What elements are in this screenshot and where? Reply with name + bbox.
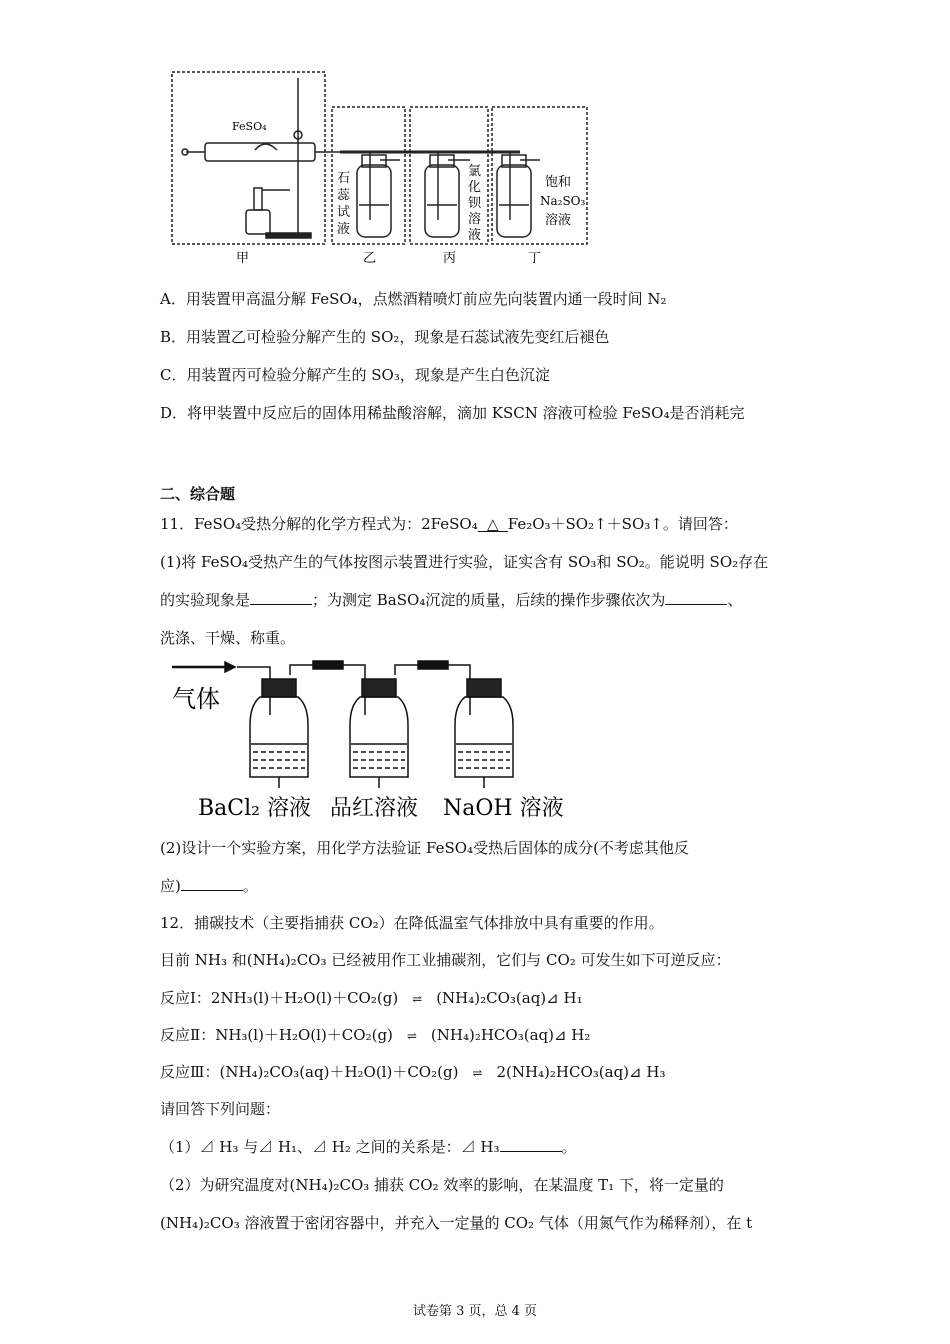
q12-prompt: 请回答下列问题：: [160, 1100, 281, 1118]
bottle-b-char-4: 液: [337, 222, 351, 237]
reaction-2-left: 反应Ⅱ：NH₃(l)＋H₂O(l)＋CO₂(g): [160, 1026, 393, 1044]
q11-part1-text-b: ；为测定 BaSO₄沉淀的质量，后续的操作步骤依次为: [312, 591, 666, 609]
answer-blank-2[interactable]: [665, 590, 727, 605]
caption-ding: 丁: [528, 251, 542, 266]
q11-part1-line1: (1)将 FeSO₄受热产生的气体按图示装置进行实验，证实含有 SO₃和 SO₂。能说明 SO₂存在: [160, 553, 769, 571]
q12-part1-text-b: 。: [561, 1138, 577, 1156]
gas-label: 气体: [172, 685, 220, 713]
option-c: C．用装置丙可检验分解产生的 SO₃，现象是产生白色沉淀: [160, 366, 550, 384]
q11-part1-line3: 洗涤、干燥、称重。: [160, 629, 296, 647]
bottle-b-char-3: 试: [337, 205, 351, 220]
option-a: A．用装置甲高温分解 FeSO₄，点燃酒精喷灯前应先向装置内通一段时间 N₂: [160, 290, 667, 308]
caption-yi: 乙: [363, 251, 377, 266]
q11-part1-text-c: 、: [727, 591, 743, 609]
section-heading: 二、综合题: [160, 485, 236, 503]
reaction-1-left: 反应Ⅰ：2NH₃(l)＋H₂O(l)＋CO₂(g): [160, 989, 399, 1007]
bottle-c-char-2: 化: [468, 180, 482, 195]
bottle-label-naoh: NaOH 溶液: [443, 796, 564, 821]
reversible-arrow-icon: ⇌: [412, 992, 423, 1006]
reaction-3-right: 2(NH₄)₂HCO₃(aq)⊿ H₃: [496, 1063, 666, 1081]
q12-stem: 12．捕碳技术（主要指捕获 CO₂）在降低温室气体排放中具有重要的作用。: [160, 914, 664, 932]
bottle-c-char-5: 液: [468, 228, 482, 243]
bottle-b-char-2: 蕊: [337, 188, 351, 203]
label-feso4: FeSO₄: [232, 120, 267, 133]
reaction-2-right: (NH₄)₂HCO₃(aq)⊿ H₂: [430, 1026, 591, 1044]
apparatus-figure-2: [0, 655, 950, 825]
bottle-label-pinhong: 品红溶液: [330, 796, 419, 821]
bottle-b-char-1: 石: [337, 171, 351, 186]
option-b: B．用装置乙可检验分解产生的 SO₂，现象是石蕊试液先变红后褪色: [160, 328, 610, 346]
bottle-c-char-3: 钡: [468, 196, 482, 211]
page-footer: 试卷第 3 页，总 4 页: [412, 1304, 538, 1319]
bottle-d-line-1: 饱和: [545, 175, 572, 190]
reaction-2: [160, 1025, 590, 1046]
bottle-label-bacl2: BaCl₂ 溶液: [198, 796, 311, 821]
bottle-c-char-4: 溶: [468, 212, 482, 227]
caption-bing: 丙: [443, 251, 457, 266]
reversible-arrow-icon: ⇌: [406, 1029, 417, 1043]
answer-blank-3[interactable]: [181, 876, 243, 891]
answer-blank-1[interactable]: [250, 590, 312, 605]
q12-part1: [160, 1137, 577, 1157]
q11-part1-text-a: 的实验现象是: [160, 591, 251, 609]
q11-stem: [160, 514, 738, 534]
q11-stem-start: 11．FeSO₄受热分解的化学方程式为：2FeSO₄: [160, 515, 478, 533]
q11-part1-line2: [160, 590, 742, 610]
reaction-3: [160, 1062, 665, 1083]
bottle-d-line-3: 溶液: [545, 213, 572, 228]
q11-part2-line1: (2)设计一个实验方案，用化学方法验证 FeSO₄受热后固体的成分(不考虑其他反: [160, 839, 689, 857]
heat-triangle-icon: △: [478, 517, 508, 532]
q11-part2-text-b: 。: [242, 877, 258, 895]
q11-part2-text-a: 应): [160, 877, 181, 895]
answer-blank-4[interactable]: [500, 1137, 562, 1152]
caption-jia: 甲: [236, 251, 250, 266]
reaction-1-right: (NH₄)₂CO₃(aq)⊿ H₁: [436, 989, 583, 1007]
reversible-arrow-icon: ⇌: [472, 1066, 483, 1080]
q11-stem-end: Fe₂O₃＋SO₂↑＋SO₃↑。请回答：: [507, 515, 738, 533]
option-d: D．将甲装置中反应后的固体用稀盐酸溶解，滴加 KSCN 溶液可检验 FeSO₄是否消耗完: [160, 404, 745, 422]
q11-part2-line2: [160, 876, 258, 896]
q12-intro: 目前 NH₃ 和(NH₄)₂CO₃ 已经被用作工业捕碳剂，它们与 CO₂ 可发生如下可逆反应：: [160, 951, 731, 969]
reaction-1: [160, 988, 583, 1009]
reaction-3-left: 反应Ⅲ：(NH₄)₂CO₃(aq)＋H₂O(l)＋CO₂(g): [160, 1063, 459, 1081]
q12-part1-text-a: （1）⊿ H₃ 与⊿ H₁、⊿ H₂ 之间的关系是：⊿ H₃: [160, 1138, 500, 1156]
q12-part2-line1: （2）为研究温度对(NH₄)₂CO₃ 捕获 CO₂ 效率的影响，在某温度 T₁ 下，将一定量的: [160, 1176, 724, 1194]
q12-part2-line2: (NH₄)₂CO₃ 溶液置于密闭容器中，并充入一定量的 CO₂ 气体（用氮气作为稀释剂），在 t: [160, 1214, 753, 1232]
bottle-c-char-1: 氯: [468, 164, 482, 179]
bottle-d-line-2: Na₂SO₃: [540, 194, 586, 208]
apparatus-figure-1: [0, 0, 950, 270]
